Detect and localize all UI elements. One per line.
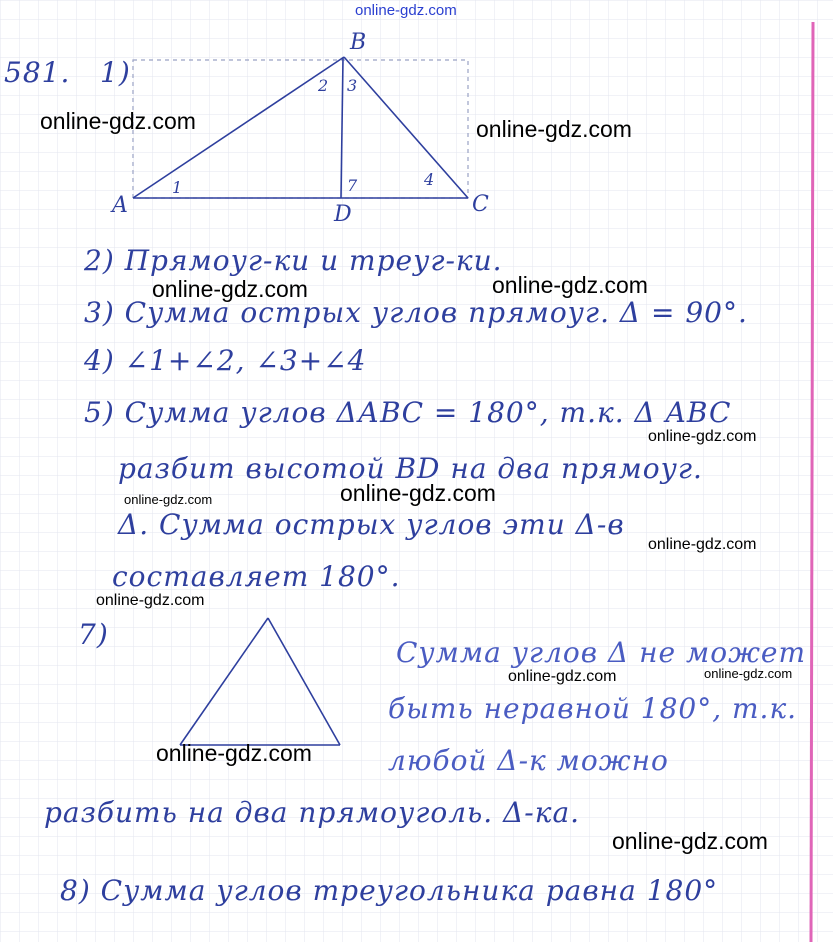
angle-4-label: 4	[424, 170, 435, 189]
line-7a: Сумма углов Δ не может	[396, 636, 807, 669]
angle-1-label: 1	[172, 178, 183, 197]
line-2: 2) Прямоуг-ки и треуг-ки.	[84, 244, 503, 277]
watermark-1: online-gdz.com	[40, 108, 196, 134]
item-1-label: 1)	[100, 56, 131, 89]
line-7b: быть неравной 180°, т.к.	[388, 692, 798, 725]
line-8: 8) Сумма углов треугольника равна 180°	[60, 874, 719, 907]
watermark-5: online-gdz.com	[648, 428, 757, 445]
watermark-2: online-gdz.com	[476, 116, 632, 142]
watermark-3: online-gdz.com	[152, 276, 308, 302]
watermark-10: online-gdz.com	[508, 668, 617, 685]
line-4: 4) ∠1+∠2, ∠3+∠4	[84, 344, 367, 377]
watermark-11: online-gdz.com	[704, 666, 793, 681]
watermark-7: online-gdz.com	[124, 492, 213, 507]
line-7d: разбить на два прямоуголь. Δ-ка.	[44, 796, 581, 829]
watermark-6: online-gdz.com	[340, 480, 496, 506]
line-5b: разбит высотой BD на два прямоуг.	[118, 452, 703, 485]
vertex-c-label: C	[472, 192, 489, 217]
line-5a: 5) Сумма углов ΔАВС = 180°, т.к. Δ ABC	[84, 396, 732, 429]
problem-number: 581.	[4, 56, 71, 89]
angle-2-label: 2	[318, 76, 329, 95]
line-7c: любой Δ-к можно	[388, 744, 669, 777]
line-3: 3) Сумма острых углов прямоуг. Δ = 90°.	[84, 296, 748, 329]
watermark-13: online-gdz.com	[612, 828, 768, 854]
vertex-d-label: D	[334, 202, 352, 227]
watermark-8: online-gdz.com	[648, 536, 757, 553]
watermark-4: online-gdz.com	[492, 272, 648, 298]
right-angle-mark: 7	[347, 176, 358, 195]
angle-3-label: 3	[347, 76, 358, 95]
line-5d: составляет 180°.	[112, 560, 401, 593]
watermark-9: online-gdz.com	[96, 592, 205, 609]
vertex-b-label: B	[350, 30, 367, 55]
vertex-a-label: A	[112, 193, 128, 218]
header-watermark[interactable]: online-gdz.com	[355, 2, 457, 19]
line-5c: Δ. Сумма острых углов эти Δ-в	[118, 508, 625, 541]
item-7-label: 7)	[78, 618, 109, 651]
margin-line	[811, 22, 813, 942]
watermark-12: online-gdz.com	[156, 740, 312, 766]
